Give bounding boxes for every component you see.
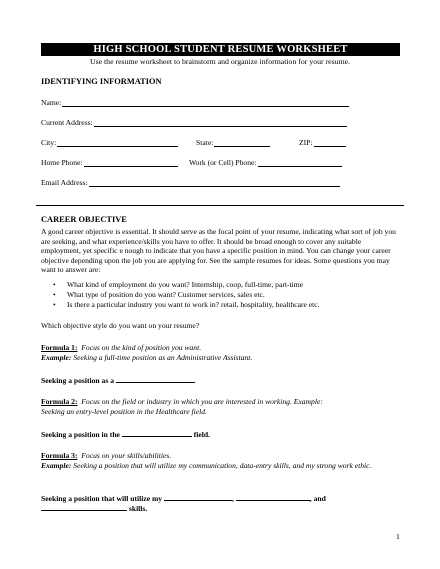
formula-3-label: Formula 3: xyxy=(41,451,78,460)
formula-1-description: Focus on the kind of position you want. xyxy=(81,343,202,352)
state-blank[interactable] xyxy=(214,138,270,147)
home-phone-field[interactable] xyxy=(41,157,178,167)
city-label: City: xyxy=(41,138,57,147)
skill-blank-2[interactable] xyxy=(236,493,310,501)
address-label: Current Address: xyxy=(41,118,93,127)
address-blank[interactable] xyxy=(94,118,347,127)
formula-1 xyxy=(41,343,201,353)
city-field[interactable] xyxy=(41,137,178,147)
formula-1-example: Example: Seeking a full-time position as an Administrative Assistant. xyxy=(41,353,253,362)
zip-field[interactable] xyxy=(299,137,346,147)
formula-2 xyxy=(41,397,323,407)
formula-2-description: Focus on the field or industry in which you are interested in working. Example: xyxy=(81,397,323,406)
home-phone-blank[interactable] xyxy=(84,158,178,167)
formula-2-label: Formula 2: xyxy=(41,397,78,406)
page-subtitle: Use the resume worksheet to brainstorm and organize information for your resume. xyxy=(89,57,351,66)
name-label: Name: xyxy=(41,98,62,107)
page-number: 1 xyxy=(396,532,400,541)
question-list xyxy=(41,280,320,310)
formula-3-example: Example: Seeking a position that will utilize my communication, data-entry skills, and my strong work ethic. xyxy=(41,461,372,470)
name-field[interactable] xyxy=(41,97,349,107)
work-phone-field[interactable] xyxy=(189,157,342,167)
page-title: HIGH SCHOOL STUDENT RESUME WORKSHEET xyxy=(41,43,400,56)
state-label: State: xyxy=(196,138,214,147)
email-blank[interactable] xyxy=(89,178,340,187)
formula-3-template-cont: skills. xyxy=(41,503,147,514)
identifying-heading: IDENTIFYING INFORMATION xyxy=(41,77,162,86)
work-phone-blank[interactable] xyxy=(258,158,342,167)
formula-1-label: Formula 1: xyxy=(41,343,78,352)
formula-3 xyxy=(41,451,171,461)
address-field[interactable] xyxy=(41,117,347,127)
formula-3-template: Seeking a position that will utilize my , , and xyxy=(41,494,326,503)
email-label: Email Address: xyxy=(41,178,88,187)
formula-3-description: Focus on your skills/abilities. xyxy=(81,451,172,460)
bullet-icon: • xyxy=(53,290,56,299)
bullet-icon: • xyxy=(53,300,56,309)
position-blank[interactable] xyxy=(116,375,194,383)
career-heading: CAREER OBJECTIVE xyxy=(41,215,127,224)
objective-question: Which objective style do you want on your resume? xyxy=(41,321,200,330)
section-divider xyxy=(36,205,404,206)
formula-2-template: Seeking a position in the field. xyxy=(41,430,210,439)
list-item: • What kind of employment do you want? Internship, coop, full-time, part-time xyxy=(53,280,303,289)
list-item: • Is there a particular industry you want to work in? retail, hospitality, healthcare etc. xyxy=(53,300,320,309)
name-blank[interactable] xyxy=(62,98,349,107)
skill-blank-3[interactable] xyxy=(41,503,127,511)
state-field[interactable] xyxy=(196,137,270,147)
zip-blank[interactable] xyxy=(314,138,346,147)
field-blank[interactable] xyxy=(122,429,192,437)
formula-1-template: Seeking a position as a . xyxy=(41,376,196,385)
city-blank[interactable] xyxy=(57,138,178,147)
home-phone-label: Home Phone: xyxy=(41,158,83,167)
bullet-icon: • xyxy=(53,280,56,289)
list-item: • What type of position do you want? Customer services, sales etc. xyxy=(53,290,265,299)
skill-blank-1[interactable] xyxy=(164,493,232,501)
career-intro: A good career objective is essential. It should serve as the focal point of your resume, indicating what sort of job you are seeking, and what experience/skills you have to offer. It should be broad enough to cover any suitable employment, yet specific e nough to indicate that you have a specific position in mind. You can change your career objective depending upon the job you are applying for. See the sample resumes for ideas. Some questions you may want to answer are: xyxy=(41,227,396,275)
work-phone-label: Work (or Cell) Phone: xyxy=(189,158,257,167)
zip-label: ZIP: xyxy=(299,138,313,147)
email-field[interactable] xyxy=(41,177,340,187)
formula-2-example: Seeking an entry-level position in the Healthcare field. xyxy=(41,407,207,416)
